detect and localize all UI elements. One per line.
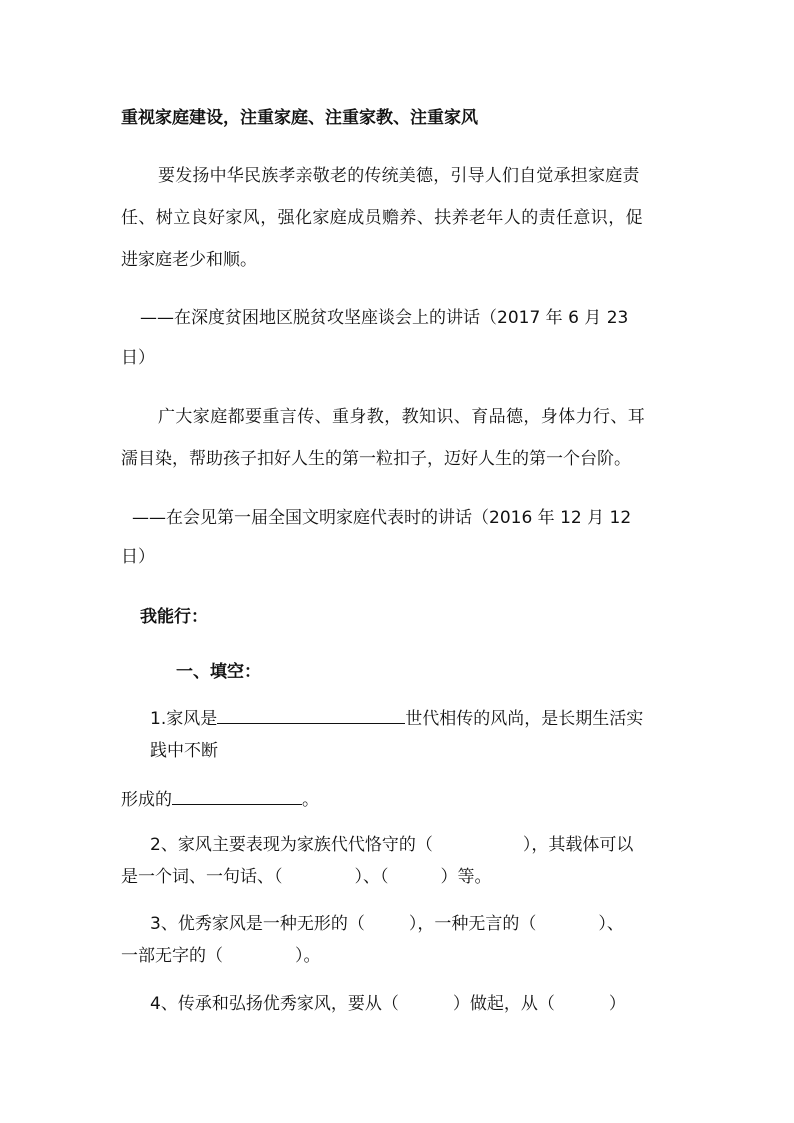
quote1-source-line1: ——在深度贫困地区脱贫攻坚座谈会上的讲话（2017 年 6 月 23 — [140, 308, 629, 328]
q2-text-a: 2、家风主要表现为家族代代恪守的（ — [150, 835, 433, 855]
question-2-line2 — [121, 866, 492, 888]
section-heading: 我能行： — [140, 607, 208, 627]
quote2-line1: 广大家庭都要重言传、重身教，教知识、育品德，身体力行、耳 — [158, 407, 646, 427]
q3-text-c: ）、 — [598, 914, 624, 934]
q2-text-c: 是一个词、一句话、（ — [121, 867, 283, 887]
document-title: 重视家庭建设，注重家庭、注重家教、注重家风 — [121, 108, 478, 128]
quote2-line2: 濡目染，帮助孩子扣好人生的第一粒扣子，迈好人生的第一个台阶。 — [121, 449, 631, 469]
question-4-line1 — [150, 993, 626, 1015]
quote1-line1: 要发扬中华民族孝亲敬老的传统美德，引导人们自觉承担家庭责 — [158, 166, 640, 186]
question-1-line3 — [121, 788, 319, 811]
q1-blank-1[interactable] — [217, 707, 405, 724]
q1-text-d: 形成的 — [121, 790, 172, 810]
q1-text-e: 。 — [302, 790, 319, 810]
quote1-line3: 进家庭老少和顺。 — [121, 250, 257, 270]
quote2-source-line2: 日） — [121, 547, 155, 567]
q1-text-b: 世代相传的风尚，是长期生活实 — [405, 709, 644, 729]
q4-text-c: ） — [608, 994, 626, 1014]
quote1-source-line2: 日） — [121, 348, 155, 368]
q4-text-b: ）做起，从（ — [452, 994, 555, 1014]
question-3-line2 — [121, 945, 321, 967]
quote2-source-line1: ——在会见第一届全国文明家庭代表时的讲话（2016 年 12 月 12 — [132, 508, 632, 528]
question-1-line1 — [150, 707, 643, 730]
quote1-line2: 任、树立良好家风，强化家庭成员赡养、扶养老年人的责任意识，促 — [121, 208, 643, 228]
q1-text-a: 1.家风是 — [150, 709, 218, 729]
q2-text-b: ），其载体可以 — [522, 835, 634, 855]
q4-text-a: 4、传承和弘扬优秀家风，要从（ — [150, 994, 399, 1014]
question-2-line1 — [150, 834, 633, 856]
q2-text-e: ）等。 — [440, 867, 492, 887]
q3-text-e: ）。 — [295, 946, 321, 966]
question-1-line2: 践中不断 — [150, 741, 218, 761]
q2-text-d: ）、（ — [354, 867, 389, 887]
q3-text-a: 3、优秀家风是一种无形的（ — [150, 914, 365, 934]
question-3-line1 — [150, 913, 624, 935]
part-heading: 一、填空： — [176, 662, 261, 682]
q3-text-b: ），一种无言的（ — [408, 914, 537, 934]
q3-text-d: 一部无字的（ — [121, 946, 223, 966]
q1-blank-2[interactable] — [172, 788, 302, 805]
